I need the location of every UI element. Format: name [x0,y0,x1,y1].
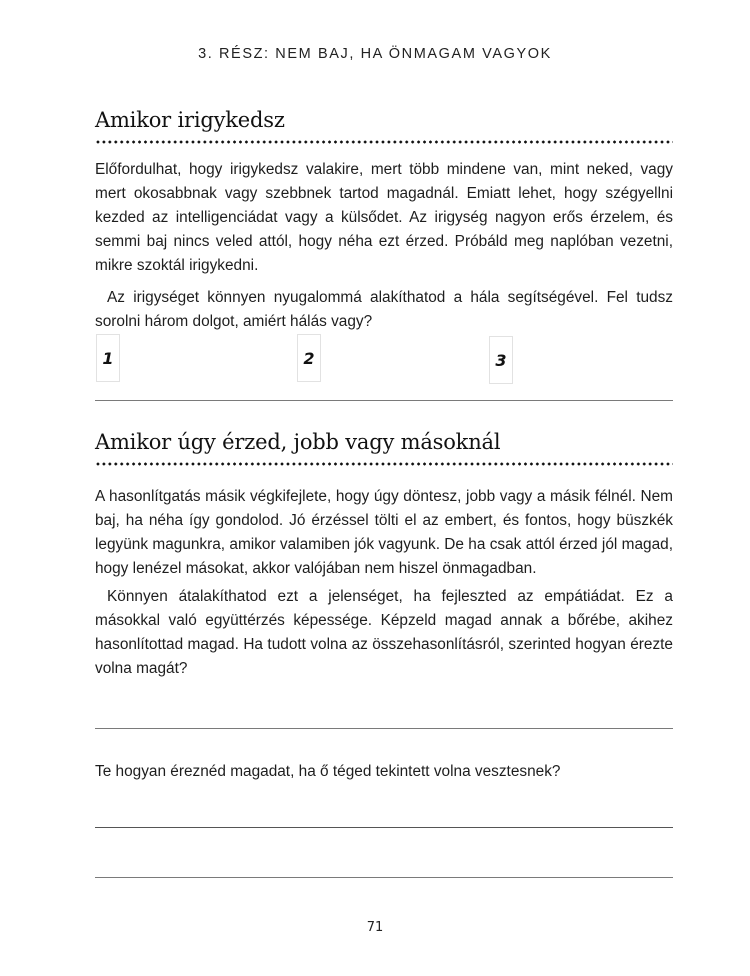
answer-line[interactable] [95,827,673,828]
superiority-paragraph-1: A hasonlítgatás másik végkifejlete, hogy úgy döntesz, jobb vagy a másik félnél. Nem baj, ha néha így gondolod. Jó érzéssel tölti el az embert, és fontos, hogy büszkék legyünk magunkra, amikor valamiben jók vagyunk. De ha csak attól érzed jól magad, hogy lenézel másokat, akkor valójában nem hiszel önmagadban. [95,488,673,577]
dotted-underline [95,462,673,466]
section-heading-superiority: Amikor úgy érzed, jobb vagy másoknál [95,430,501,454]
answer-line[interactable] [95,400,673,401]
answer-line[interactable] [95,877,673,878]
envy-paragraph-1: Előfordulhat, hogy irigykedsz valakire, mert több mindene van, mint neked, vagy mert okosabbnak vagy szebbnek tartod magadnál. Emiatt lehet, hogy szégyellni kezded az intelligenciádat vagy a külsődet. Az irigység nagyon erős érzelem, és semmi baj nincs veled attól, hogy néha ezt érzed. Próbáld meg naplóban vezetni, mikre szoktál irigykedni. [95,161,673,274]
superiority-paragraph-2: Könnyen átalakíthatod ezt a jelenséget, ha fejleszted az empátiádat. Ez a másokkal való együttérzés képessége. Képzeld magad annak a bőrébe, akihez hasonlítottad magad. Ha tudott volna az összehasonlításról, szerinted hogyan érezte volna magát? [95,588,673,677]
section-heading-envy: Amikor irigykedsz [95,108,285,132]
answer-number-2: 2 [297,334,321,382]
answer-line[interactable] [95,728,673,729]
dotted-underline [95,140,673,144]
envy-paragraph-2: Az irigységet könnyen nyugalommá alakíthatod a hála segítségével. Fel tudsz sorolni három dolgot, amiért hálás vagy? [95,289,673,330]
answer-number-3: 3 [489,336,513,384]
answer-number-1: 1 [96,334,120,382]
question-text: Te hogyan éreznéd magadat, ha ő téged tekintett volna vesztesnek? [95,763,561,780]
page-number: 71 [366,920,384,935]
running-head: 3. RÉSZ: NEM BAJ, HA ÖNMAGAM VAGYOK [198,46,552,62]
